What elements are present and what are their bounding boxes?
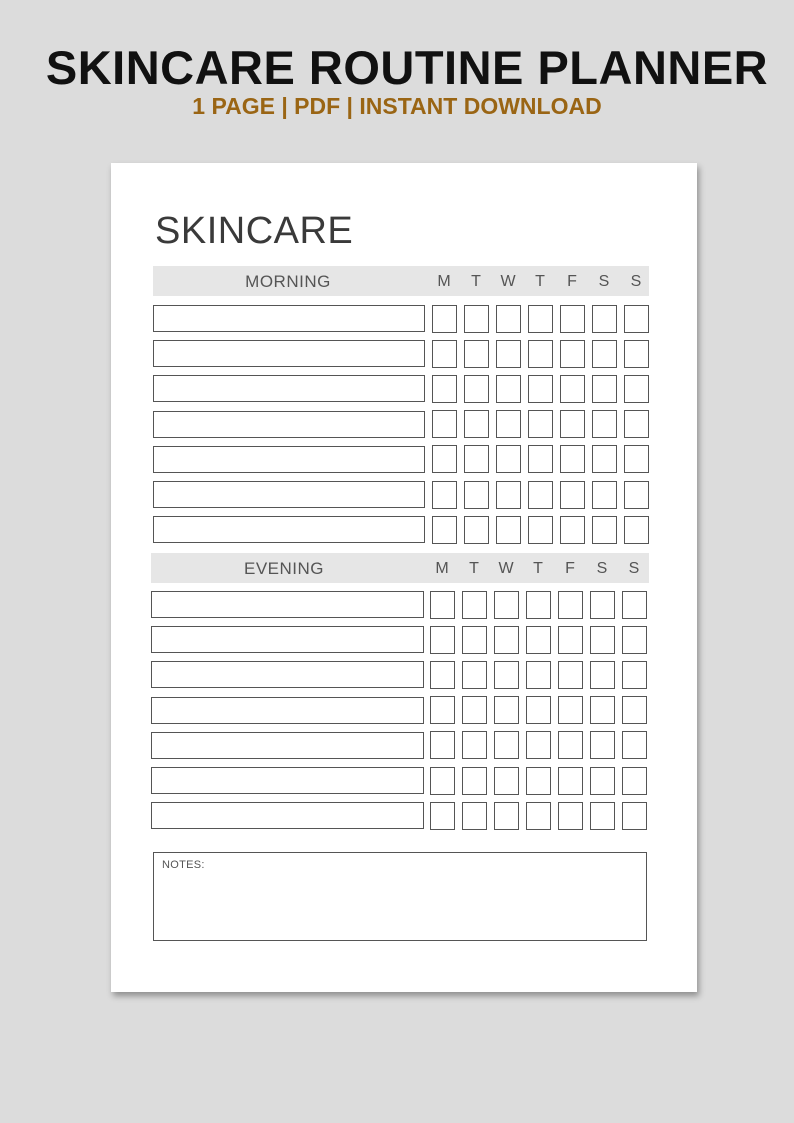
evening-checkbox[interactable] [462,696,487,724]
morning-checkbox[interactable] [464,410,489,438]
evening-checkbox[interactable] [558,731,583,759]
morning-header [153,266,649,296]
evening-checkbox[interactable] [430,696,455,724]
morning-label: MORNING [245,272,331,291]
evening-label: EVENING [243,559,325,578]
morning-checkbox[interactable] [624,410,649,438]
evening-checkbox[interactable] [622,661,647,689]
evening-routine-field[interactable] [151,591,424,618]
morning-checkbox[interactable] [496,305,521,333]
morning-checkbox[interactable] [592,445,617,473]
evening-checkbox[interactable] [526,591,551,619]
morning-day-5: S [598,273,610,290]
evening-checkbox[interactable] [526,626,551,654]
evening-routine-field[interactable] [151,626,424,653]
morning-checkbox[interactable] [528,305,553,333]
morning-checkbox[interactable] [624,340,649,368]
evening-checkbox[interactable] [622,767,647,795]
evening-checkbox[interactable] [622,591,647,619]
morning-checkbox[interactable] [496,516,521,544]
evening-routine-field[interactable] [151,767,424,794]
notes-label: NOTES: [162,859,205,871]
morning-checkbox[interactable] [528,516,553,544]
evening-checkbox[interactable] [430,731,455,759]
evening-routine-field[interactable] [151,661,424,688]
morning-checkbox[interactable] [432,516,457,544]
evening-day-2: W [498,560,514,577]
evening-checkbox[interactable] [622,802,647,830]
morning-checkbox[interactable] [528,340,553,368]
morning-checkbox[interactable] [496,445,521,473]
morning-routine-field[interactable] [153,446,425,473]
evening-checkbox[interactable] [462,731,487,759]
evening-checkbox[interactable] [462,661,487,689]
morning-routine-field[interactable] [153,305,425,332]
morning-checkbox[interactable] [592,410,617,438]
morning-checkbox[interactable] [560,445,585,473]
evening-checkbox[interactable] [590,591,615,619]
morning-checkbox[interactable] [528,481,553,509]
morning-day-1: T [471,273,481,290]
evening-checkbox[interactable] [430,661,455,689]
evening-day-6: S [628,560,640,577]
morning-checkbox[interactable] [624,305,649,333]
morning-checkbox[interactable] [464,305,489,333]
evening-checkbox[interactable] [430,802,455,830]
evening-checkbox[interactable] [494,661,519,689]
morning-checkbox[interactable] [560,481,585,509]
evening-checkbox[interactable] [494,591,519,619]
evening-checkbox[interactable] [526,802,551,830]
evening-checkbox[interactable] [462,591,487,619]
evening-checkbox[interactable] [590,802,615,830]
morning-checkbox[interactable] [464,516,489,544]
evening-checkbox[interactable] [558,591,583,619]
morning-routine-field[interactable] [153,516,425,543]
morning-checkbox[interactable] [496,481,521,509]
evening-day-4: F [565,560,575,577]
morning-routine-field[interactable] [153,481,425,508]
evening-checkbox[interactable] [494,696,519,724]
evening-day-1: T [469,560,479,577]
morning-checkbox[interactable] [624,445,649,473]
morning-checkbox[interactable] [592,516,617,544]
morning-checkbox[interactable] [560,305,585,333]
evening-checkbox[interactable] [558,626,583,654]
morning-checkbox[interactable] [624,375,649,403]
morning-day-6: S [630,273,642,290]
morning-checkbox[interactable] [496,340,521,368]
evening-checkbox[interactable] [590,696,615,724]
evening-checkbox[interactable] [590,767,615,795]
morning-checkbox[interactable] [432,410,457,438]
morning-checkbox[interactable] [432,481,457,509]
morning-day-4: F [567,273,577,290]
morning-checkbox[interactable] [528,445,553,473]
morning-checkbox[interactable] [592,375,617,403]
morning-checkbox[interactable] [592,340,617,368]
morning-checkbox[interactable] [560,516,585,544]
morning-checkbox[interactable] [624,516,649,544]
notes-box[interactable] [153,852,647,941]
evening-checkbox[interactable] [494,767,519,795]
banner-title: SKINCARE ROUTINE PLANNER [45,41,769,94]
morning-checkbox[interactable] [464,340,489,368]
morning-checkbox[interactable] [496,410,521,438]
morning-routine-field[interactable] [153,375,425,402]
morning-checkbox[interactable] [432,445,457,473]
evening-checkbox[interactable] [462,626,487,654]
morning-checkbox[interactable] [464,375,489,403]
morning-day-3: T [535,273,545,290]
morning-checkbox[interactable] [560,340,585,368]
morning-checkbox[interactable] [592,305,617,333]
evening-checkbox[interactable] [494,731,519,759]
evening-checkbox[interactable] [590,661,615,689]
evening-checkbox[interactable] [590,626,615,654]
evening-routine-field[interactable] [151,732,424,759]
evening-checkbox[interactable] [590,731,615,759]
evening-checkbox[interactable] [526,661,551,689]
evening-checkbox[interactable] [494,626,519,654]
evening-checkbox[interactable] [526,767,551,795]
evening-checkbox[interactable] [558,661,583,689]
page-title: SKINCARE [155,210,354,252]
evening-checkbox[interactable] [526,696,551,724]
evening-checkbox[interactable] [622,731,647,759]
evening-checkbox[interactable] [430,626,455,654]
evening-checkbox[interactable] [622,696,647,724]
evening-day-3: T [533,560,543,577]
morning-checkbox[interactable] [464,445,489,473]
banner-subtitle: 1 PAGE | PDF | INSTANT DOWNLOAD [192,93,602,119]
morning-checkbox[interactable] [624,481,649,509]
evening-checkbox[interactable] [558,696,583,724]
evening-day-0: M [435,560,449,577]
morning-day-2: W [500,273,516,290]
morning-checkbox[interactable] [592,481,617,509]
morning-day-0: M [437,273,451,290]
morning-checkbox[interactable] [432,375,457,403]
morning-checkbox[interactable] [496,375,521,403]
morning-routine-field[interactable] [153,411,425,438]
evening-checkbox[interactable] [558,802,583,830]
planner-page [111,163,697,992]
evening-day-5: S [596,560,608,577]
morning-checkbox[interactable] [432,340,457,368]
evening-checkbox[interactable] [430,591,455,619]
morning-checkbox[interactable] [560,375,585,403]
evening-routine-field[interactable] [151,802,424,829]
evening-checkbox[interactable] [526,731,551,759]
evening-checkbox[interactable] [558,767,583,795]
evening-header [151,553,649,583]
evening-checkbox[interactable] [462,802,487,830]
morning-checkbox[interactable] [528,410,553,438]
evening-checkbox[interactable] [622,626,647,654]
evening-checkbox[interactable] [430,767,455,795]
morning-routine-field[interactable] [153,340,425,367]
morning-checkbox[interactable] [432,305,457,333]
morning-checkbox[interactable] [560,410,585,438]
morning-checkbox[interactable] [528,375,553,403]
morning-checkbox[interactable] [464,481,489,509]
evening-checkbox[interactable] [494,802,519,830]
evening-checkbox[interactable] [462,767,487,795]
evening-routine-field[interactable] [151,697,424,724]
